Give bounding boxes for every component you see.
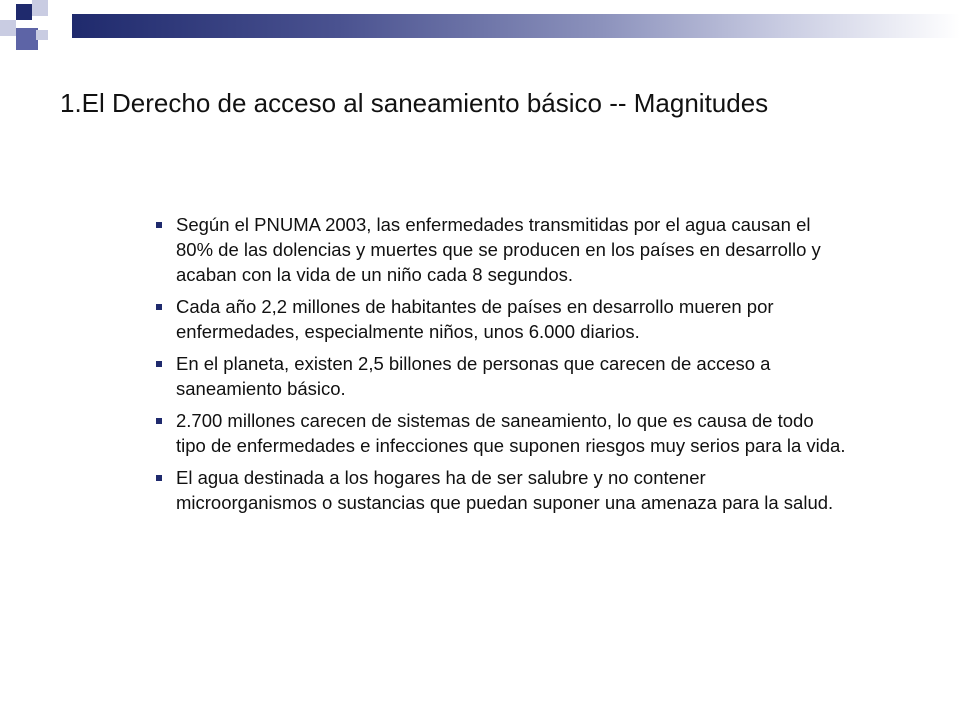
square-bullet-icon (156, 475, 162, 481)
square-bullet-icon (156, 304, 162, 310)
header-gradient-bar (72, 14, 960, 38)
bullet-item (156, 294, 846, 344)
decorative-square-light-top (32, 0, 48, 16)
bullet-item (156, 351, 846, 401)
square-bullet-icon (156, 222, 162, 228)
square-bullet-icon (156, 418, 162, 424)
square-bullet-icon (156, 361, 162, 367)
decorative-square-light-small (36, 30, 48, 40)
bullet-item (156, 465, 846, 515)
bullet-list (156, 212, 846, 522)
bullet-text: 2.700 millones carecen de sistemas de saneamiento, lo que es causa de todo tipo de enfermedades e infecciones que suponen riesgos muy serios para la vida. (176, 410, 846, 456)
slide-title: 1.El Derecho de acceso al saneamiento básico -- Magnitudes (60, 88, 769, 118)
decorative-square-mid-blue (16, 28, 38, 50)
bullet-item (156, 408, 846, 458)
bullet-text: El agua destinada a los hogares ha de ser salubre y no contener microorganismos o sustancias que puedan suponer una amenaza para la salud. (176, 467, 834, 513)
decorative-square-navy (16, 4, 32, 20)
bullet-text: Según el PNUMA 2003, las enfermedades transmitidas por el agua causan el 80% de las dolencias y muertes que se producen en los países en desarrollo y acaban con la vida de un niño cada 8 segundos. (176, 214, 821, 285)
decorative-square-light-left (0, 20, 16, 36)
bullet-text: En el planeta, existen 2,5 billones de personas que carecen de acceso a saneamiento básico. (176, 353, 771, 399)
bullet-text: Cada año 2,2 millones de habitantes de países en desarrollo mueren por enfermedades, especialmente niños, unos 6.000 diarios. (176, 296, 774, 342)
bullet-item (156, 212, 846, 287)
